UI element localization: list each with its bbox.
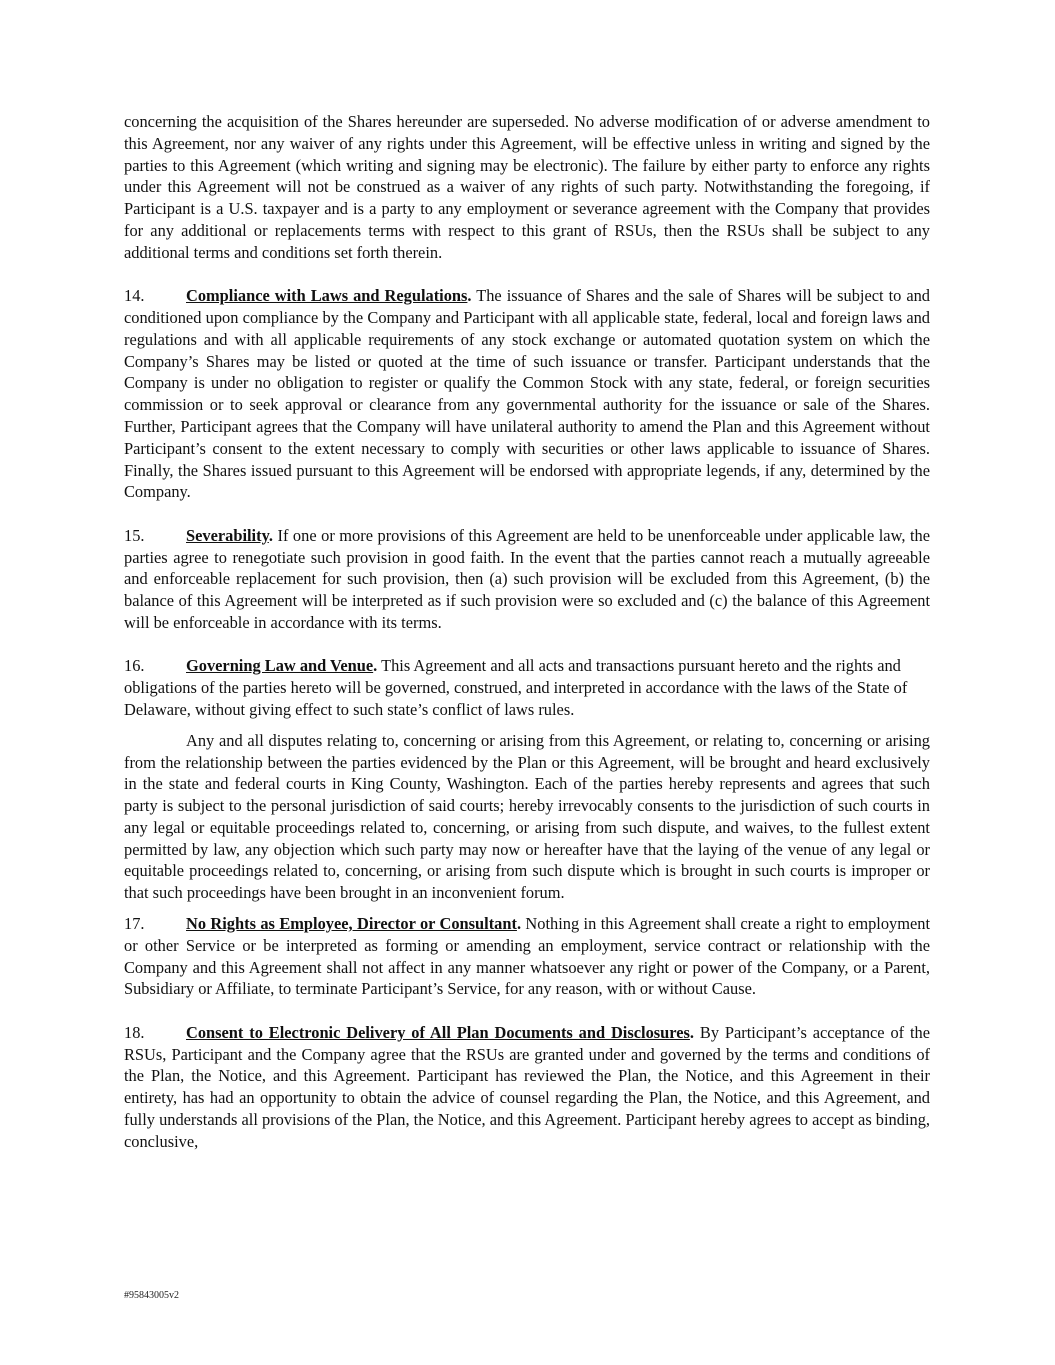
section-number: 15.: [124, 525, 145, 545]
section-17-paragraph: [124, 913, 930, 1000]
heading-period: .: [689, 1022, 695, 1042]
section-16-continuation: Any and all disputes relating to, concerning or arising from this Agreement, or relating to, concerning or arising from the relationship between the parties evidenced by the Plan or this Agreement, will be brought and heard exclusively in the state and federal courts in King County, Washington. Each of the parties hereby represents and agrees that such party is subject to the personal jurisdiction of said courts; hereby irrevocably consents to the jurisdiction of such courts in any legal or equitable proceedings related to, concerning, or arising from such dispute, and waives, to the fullest extent permitted by law, any objection which such party may now or hereafter have that the laying of the venue of any legal or equitable proceedings related to, concerning, or arising from such dispute which is brought in such courts is improper or that such proceedings have been brought in an inconvenient forum.: [124, 730, 930, 903]
section-number: 17.: [124, 914, 145, 934]
section-14-paragraph: [124, 285, 930, 503]
section-heading: Compliance with Laws and Regulations: [186, 286, 468, 306]
section-heading: Consent to Electronic Delivery of All Plan Documents and Disclosures: [186, 1022, 690, 1042]
section-number: 14.: [124, 286, 145, 306]
section-18-paragraph: [124, 1022, 930, 1153]
heading-period: .: [516, 914, 522, 934]
section-body: If one or more provisions of this Agreement are held to be unenforceable under applicable law, the parties agree to renegotiate such provision in good faith. In the event that the parties cannot reach a mutually agreeable and enforceable replacement for such provision, then (a) such provision will be excluded from this Agreement, (b) the balance of this Agreement will be interpreted as if such provision were so excluded and (c) the balance of this Agreement will be enforceable in accordance with its terms.: [124, 525, 930, 632]
section-body: By Participant’s acceptance of the RSUs, Participant and the Company agree that the RSUs are granted under and governed by the terms and conditions of the Plan, the Notice, and this Agreement. Participant has reviewed the Plan, the Notice, and this Agreement in their entirety, has had an opportunity to obtain the advice of counsel regarding the Plan, the Notice, and this Agreement, and fully understands all provisions of the Plan, the Notice, and this Agreement. Participant hereby agrees to accept as binding, conclusive,: [124, 1022, 930, 1151]
section-15-paragraph: [124, 525, 930, 634]
document-page: [124, 111, 930, 1174]
document-id-footer: #95843005v2: [124, 1290, 179, 1301]
heading-period: .: [467, 286, 472, 306]
section-16-paragraph: [124, 655, 930, 720]
section-heading: Governing Law and Venue: [186, 656, 374, 676]
section-body: The issuance of Shares and the sale of Shares will be subject to and conditioned upon compliance by the Company and Participant with all applicable state, federal, local and foreign laws and regulations and with all applicable requirements of any stock exchange or automated quotation system on which the Company’s Shares may be listed or quoted at the time of such issuance or transfer. Participant understands that the Company is under no obligation to register or qualify the Common Stock with any state, federal, or foreign securities commission or to seek approval or clearance from any governmental authority for the issuance or sale of the Shares. Further, Participant agrees that the Company will have unilateral authority to amend the Plan and this Agreement without Participant’s consent to the extent necessary to comply with securities or other laws applicable to issuance of Shares. Finally, the Shares issued pursuant to this Agreement will be endorsed with appropriate legends, if any, determined by the Company.: [124, 286, 930, 502]
intro-paragraph: concerning the acquisition of the Shares hereunder are superseded. No adverse modification of or adverse amendment to this Agreement, nor any waiver of any rights under this Agreement, will be effective unless in writing and signed by the parties to this Agreement (which writing and signing may be electronic). The failure by either party to enforce any rights under this Agreement will not be construed as a waiver of any rights of such party. Notwithstanding the foregoing, if Participant is a U.S. taxpayer and is a party to any employment or severance agreement with the Company that provides for any additional or replacements terms with respect to this grant of RSUs, then the RSUs shall be subject to any additional terms and conditions set forth therein.: [124, 112, 930, 262]
heading-period: .: [268, 525, 273, 545]
section-heading: Severability: [186, 525, 269, 545]
section-number: 18.: [124, 1022, 145, 1042]
heading-period: .: [373, 656, 378, 676]
section-heading: No Rights as Employee, Director or Consultant: [186, 914, 517, 934]
section-body: Nothing in this Agreement shall create a right to employment or other Service or be interpreted as forming or amending an employment, service contract or relationship with the Company and this Agreement shall not affect in any manner whatsoever any right or power of the Company, or a Parent, Subsidiary or Affiliate, to terminate Participant’s Service, for any reason, with or without Cause.: [124, 914, 930, 999]
section-body: This Agreement and all acts and transactions pursuant hereto and the rights and obligations of the parties hereto will be governed, construed, and interpreted in accordance with the laws of the State of Delaware, without giving effect to such state’s conflict of laws rules.: [124, 656, 908, 719]
section-number: 16.: [124, 656, 145, 676]
